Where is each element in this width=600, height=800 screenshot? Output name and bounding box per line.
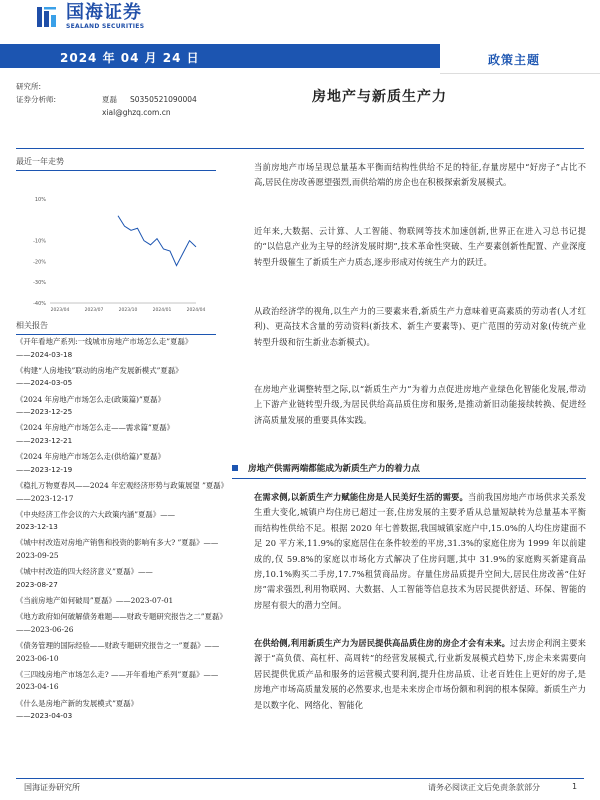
related-report-date: ——2023-04-03 xyxy=(16,711,73,721)
related-report-date: 2023-08-27 xyxy=(16,579,58,589)
related-report-title[interactable]: 《城中村改造的四大经济意义”夏磊》—— xyxy=(16,567,153,577)
series-line xyxy=(118,216,196,266)
sealand-logo-icon xyxy=(36,5,60,29)
paragraph-5 xyxy=(254,490,586,613)
brand-name-cn: 国海证券 xyxy=(66,2,142,23)
paragraph-6 xyxy=(254,636,586,713)
section-heading-text: 房地产供需两端都能成为新质生产力的着力点 xyxy=(248,464,420,474)
report-category: 政策主题 xyxy=(488,53,541,67)
section-bullet-icon xyxy=(232,465,238,471)
related-reports-title: 相关报告 xyxy=(16,320,216,335)
analyst-email[interactable]: xial@ghzq.com.cn xyxy=(102,108,171,117)
related-report-title[interactable]: 《开年看地产系列:一线城市房地产市场怎么走”夏磊》 xyxy=(16,337,193,346)
related-report-title[interactable]: 《债务管理的国际经验——财政专题研究报告之一”夏磊》——2023-06-10 xyxy=(16,641,220,663)
footer-org: 国海证券研究所 xyxy=(24,783,80,792)
y-tick-label: -30% xyxy=(33,280,46,287)
related-report-date: ——2024-03-05 xyxy=(16,378,73,388)
related-report-title[interactable]: 《稳扎万物夏春风——2024 年宏观经济形势与政策展望 ”夏磊》——2023-12-17 xyxy=(16,480,225,503)
sidebar xyxy=(16,156,226,317)
brand-logo xyxy=(36,4,144,30)
trend-chart xyxy=(16,177,216,317)
analyst-name: 夏磊 xyxy=(102,95,117,104)
related-report-date: ——2023-12-25 xyxy=(16,407,73,417)
x-tick-label: 2024/01 xyxy=(152,308,172,313)
brand-name-en: SEALAND SECURITIES xyxy=(66,23,145,30)
y-tick-label: 10% xyxy=(34,197,46,204)
related-report-title[interactable]: 《当前房地产如何破局”夏磊》——2023-07-01 xyxy=(16,596,174,606)
related-report-date: ——2023-12-21 xyxy=(16,435,73,445)
paragraph-5-lead: 在需求侧,以新质生产力赋能住房是人民美好生活的需要。 xyxy=(254,492,468,502)
header-divider xyxy=(16,148,584,149)
footer-disclaimer: 请务必阅读正文后免责条款部分 xyxy=(428,783,540,792)
related-report-title[interactable]: 《三四线房地产市场怎么走? ——开年看地产系列”夏磊》——2023-04-16 xyxy=(16,669,219,692)
related-report-title[interactable]: 《什么是房地产新的发展模式”夏磊》 xyxy=(16,698,139,708)
page-number: 1 xyxy=(572,782,578,791)
x-tick-label: 2023/10 xyxy=(118,308,138,313)
analyst-label: 证券分析师: xyxy=(16,95,57,104)
paragraph-3: 从政治经济学的视角,以生产力的三要素来看,新质生产力意味着更高素质的劳动者(人才红利)、更高技术含量的劳动资料(新技术、新生产要素等)、更广范围的劳动对象(传统产业转型升级和衍生新业态新模式)。 xyxy=(254,306,586,347)
x-tick-label: 2023/07 xyxy=(84,308,104,313)
page-title: 房地产与新质生产力 xyxy=(312,89,447,105)
related-report-title[interactable]: 《2024 年房地产市场怎么走(政策篇)”夏磊》 xyxy=(16,394,165,404)
y-tick-label: -20% xyxy=(33,259,46,266)
related-report-date: ——2023-12-19 xyxy=(16,464,73,474)
related-report-title[interactable]: 《城中村改造对房地产销售和投资的影响有多大? ”夏磊》——2023-09-25 xyxy=(16,538,219,561)
related-report-date: 2023-12-13 xyxy=(16,522,58,532)
paragraph-6-text: 过去房企利润主要来源于“高负债、高杠杆、高周转”的经营发展模式,行业新发展模式趋势下,房企未来需要向居民提供优质产品和服务的运营模式要利润,提升住房品质、让老百姓住上更好的房子,是房地产市场高质量发展的必然要求,也是未来房企市场份额和利润的根本保障。新质生产力是以数字化、网络化、智能化 xyxy=(254,638,586,710)
paragraph-4: 在房地产业调整转型之际,以“新质生产力”为着力点促进房地产业绿色化智能化发展,带动上下游产业链转型升级,为居民供给高品质住房和服务,是推动新旧动能接续转换、促进经济高质量发展的重要具体实践。 xyxy=(254,384,586,425)
author-meta xyxy=(16,80,197,119)
related-report-title[interactable]: 《构建“人房地钱”联动的房地产发展新模式”夏磊》 xyxy=(16,365,183,375)
trend-title: 最近一年走势 xyxy=(16,156,216,171)
related-report-title[interactable]: 《中央经济工作会议的六大政策内涵”夏磊》—— xyxy=(16,509,175,519)
paragraph-5-text: 当前我国房地产市场供求关系发生重大变化,城镇户均住房已超过一套,住房发展的主要矛盾从总量短缺转为总量基本平衡而结构性供给不足。根据 2020 年七普数据,我国城镇家庭户中,15.0%的人均住房建面不足 20 平方米,11.9%的家庭居住在条件较差的平房,31.3%的家庭住房为 1999 年以前建成的,仅 59.8%的家庭以市场化方式解决了住房问题,其中 31.9%的家庭购买新建商品房,10.1%购买二手房,17.7%租赁商品房。存量住房品质提升空间大,居民住房改善“住好房”需求强烈,利用物联网、大数据、人工智能等信息技术为居民提供舒适、环保、智能的房屋有很大的潜力空间。 xyxy=(254,492,587,610)
section-heading xyxy=(232,462,420,474)
related-report-title[interactable]: 《2024 年房地产市场怎么走(供给篇)”夏磊》 xyxy=(16,452,165,462)
related-reports-list xyxy=(16,336,226,726)
y-tick-label: -40% xyxy=(33,301,46,307)
report-date: 2024 年 04 月 24 日 xyxy=(60,51,200,65)
x-tick-label: 2023/04 xyxy=(50,308,70,313)
trend-chart-svg xyxy=(16,177,216,317)
paragraph-6-lead: 在供给侧,利用新质生产力为居民提供高品质住房的房企才会有未来。 xyxy=(254,638,511,648)
y-tick-label: -10% xyxy=(33,238,46,245)
section-divider xyxy=(232,478,586,479)
researcher-label: 研究所: xyxy=(16,82,42,91)
paragraph-2: 近年来,大数据、云计算、人工智能、物联网等技术加速创新,世界正在进入习总书记提的“以信息产业为主导的经济发展时期”,技术革命性突破、生产要素创新性配置、产业深度转型升级催生了新质生产力质态,逐步形成对传统生产力的跃迁。 xyxy=(254,226,586,267)
footer-divider xyxy=(16,778,584,779)
paragraph-1: 当前房地产市场呈现总量基本平衡而结构性供给不足的特征,存量房屋中“好房子”占比不高,居民住房改善愿望强烈,而供给端的房企也在积极探索新发展模式。 xyxy=(254,162,586,188)
x-tick-label: 2024/04 xyxy=(186,308,206,313)
analyst-id: S0350521090004 xyxy=(130,95,197,104)
related-report-title[interactable]: 《地方政府如何破解债务难题——财政专题研究报告之二”夏磊》——2023-06-26 xyxy=(16,612,224,634)
related-report-date: ——2024-03-18 xyxy=(16,349,73,359)
related-report-title[interactable]: 《2024 年房地产市场怎么走——需求篇”夏磊》 xyxy=(16,423,174,433)
